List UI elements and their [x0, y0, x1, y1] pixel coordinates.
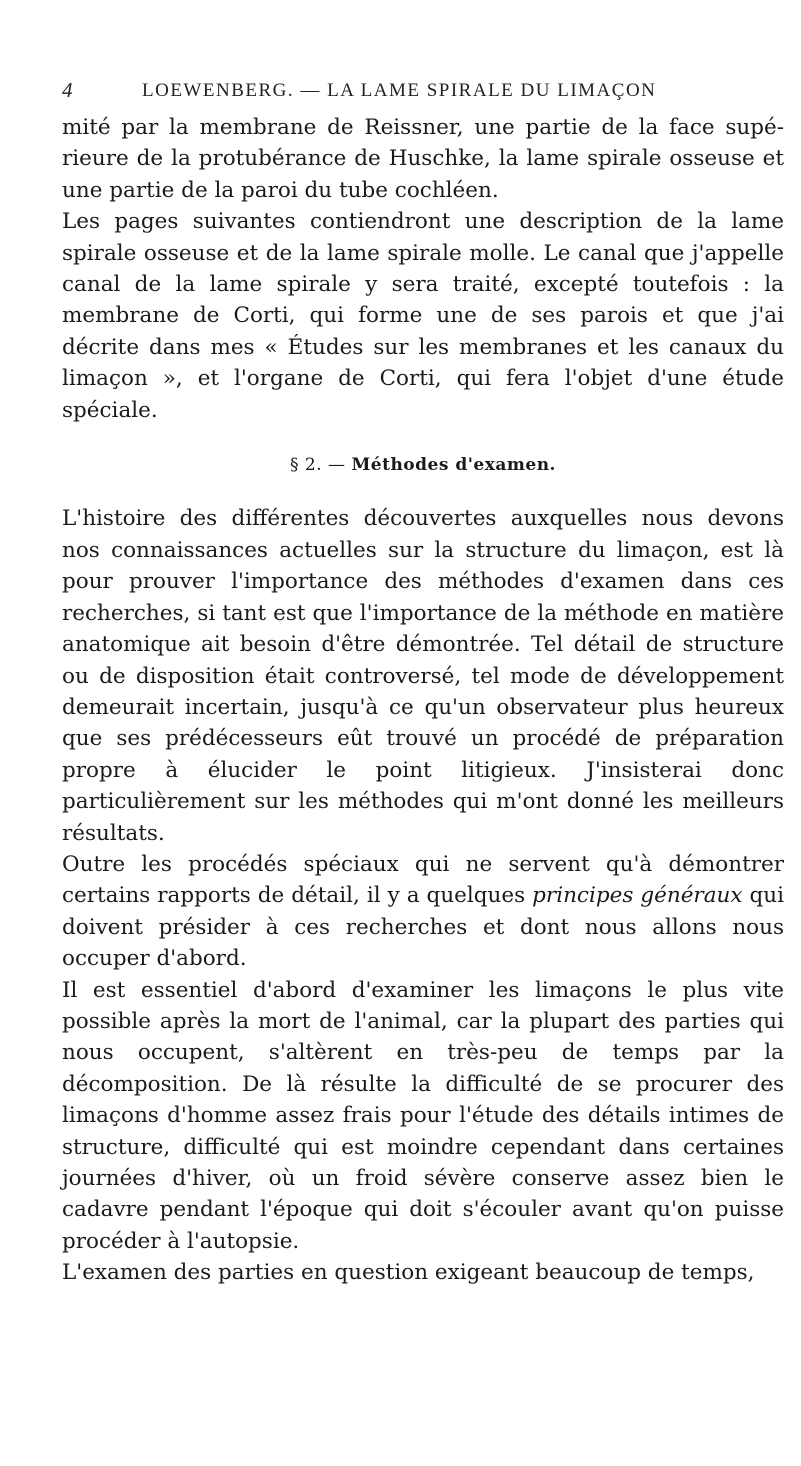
- paragraph: [62, 849, 784, 975]
- paragraph: Il est essentiel d'abord d'examiner les limaçons le plus vite possible après la mort de l'animal, car la plupart des parties qui nous occupent, s'altèrent en très-peu de temps par la décomposition. De là résulte la difficulté de se procurer des limaçons d'homme assez frais pour l'étude des détails intimes de structure, difficulté qui est moindre cependant dans certaines journées d'hiver, où un froid sévère conserve assez bien le cadavre pendant l'époque qui doit s'écouler avant qu'on puisse procéder à l'autopsie.: [62, 977, 784, 1254]
- paragraph: Les pages suivantes contiendront une description de la lame spirale osseuse et de la lame spirale molle. Le canal que j'appelle canal de la lame spirale y sera traité, excepté toutefois : la membrane de Corti, qui forme une de ses parois et que j'ai décrite dans mes « Études sur les membranes et les canaux du limaçon », et l'organe de Corti, qui fera l'objet d'une étude spéciale.: [62, 209, 784, 423]
- emphasis: principes généraux: [532, 883, 743, 909]
- body-text: [62, 112, 784, 1289]
- paragraph: L'examen des parties en question exigeant beaucoup de temps,: [62, 1260, 755, 1286]
- section-heading: [62, 450, 784, 481]
- paragraph: L'histoire des différentes découvertes auxquelles nous devons nos connaissances actuelles sur la structure du limaçon, est là pour prouver l'importance des méthodes d'examen dans ces recherches, si tant est que l'importance de la méthode en matière anatomique ait besoin d'être démontrée. Tel détail de structure ou de disposition était controversé, tel mode de développement demeurait incertain, jusqu'à ce qu'un observateur plus heureux que ses prédécesseurs eût trouvé un procédé de préparation propre à élucider le point litigieux. J'insisterai donc particulièrement sur les méthodes qui m'ont donné les meilleurs résultats.: [62, 506, 784, 846]
- paragraph-continued: mité par la membrane de Reissner, une partie de la face supé-rieure de la protubérance de Huschke, la lame spirale osseuse et une partie de la paroi du tube cochléen.: [62, 115, 784, 203]
- page-number: 4: [62, 78, 74, 102]
- section-number: § 2. —: [290, 455, 346, 476]
- running-title: LOEWENBERG. — LA LAME SPIRALE DU LIMAÇON: [142, 80, 657, 101]
- text-run: Outre les procédés spéciaux qui ne servent qu'à démontrer certains rapports de détail, il y a quelques: [62, 851, 784, 909]
- section-title: Méthodes d'examen.: [351, 455, 556, 476]
- running-head: [62, 78, 784, 112]
- book-page: [62, 78, 784, 1289]
- text-run: qui doivent présider à ces recherches et dont nous allons nous occuper d'abord.: [62, 883, 784, 972]
